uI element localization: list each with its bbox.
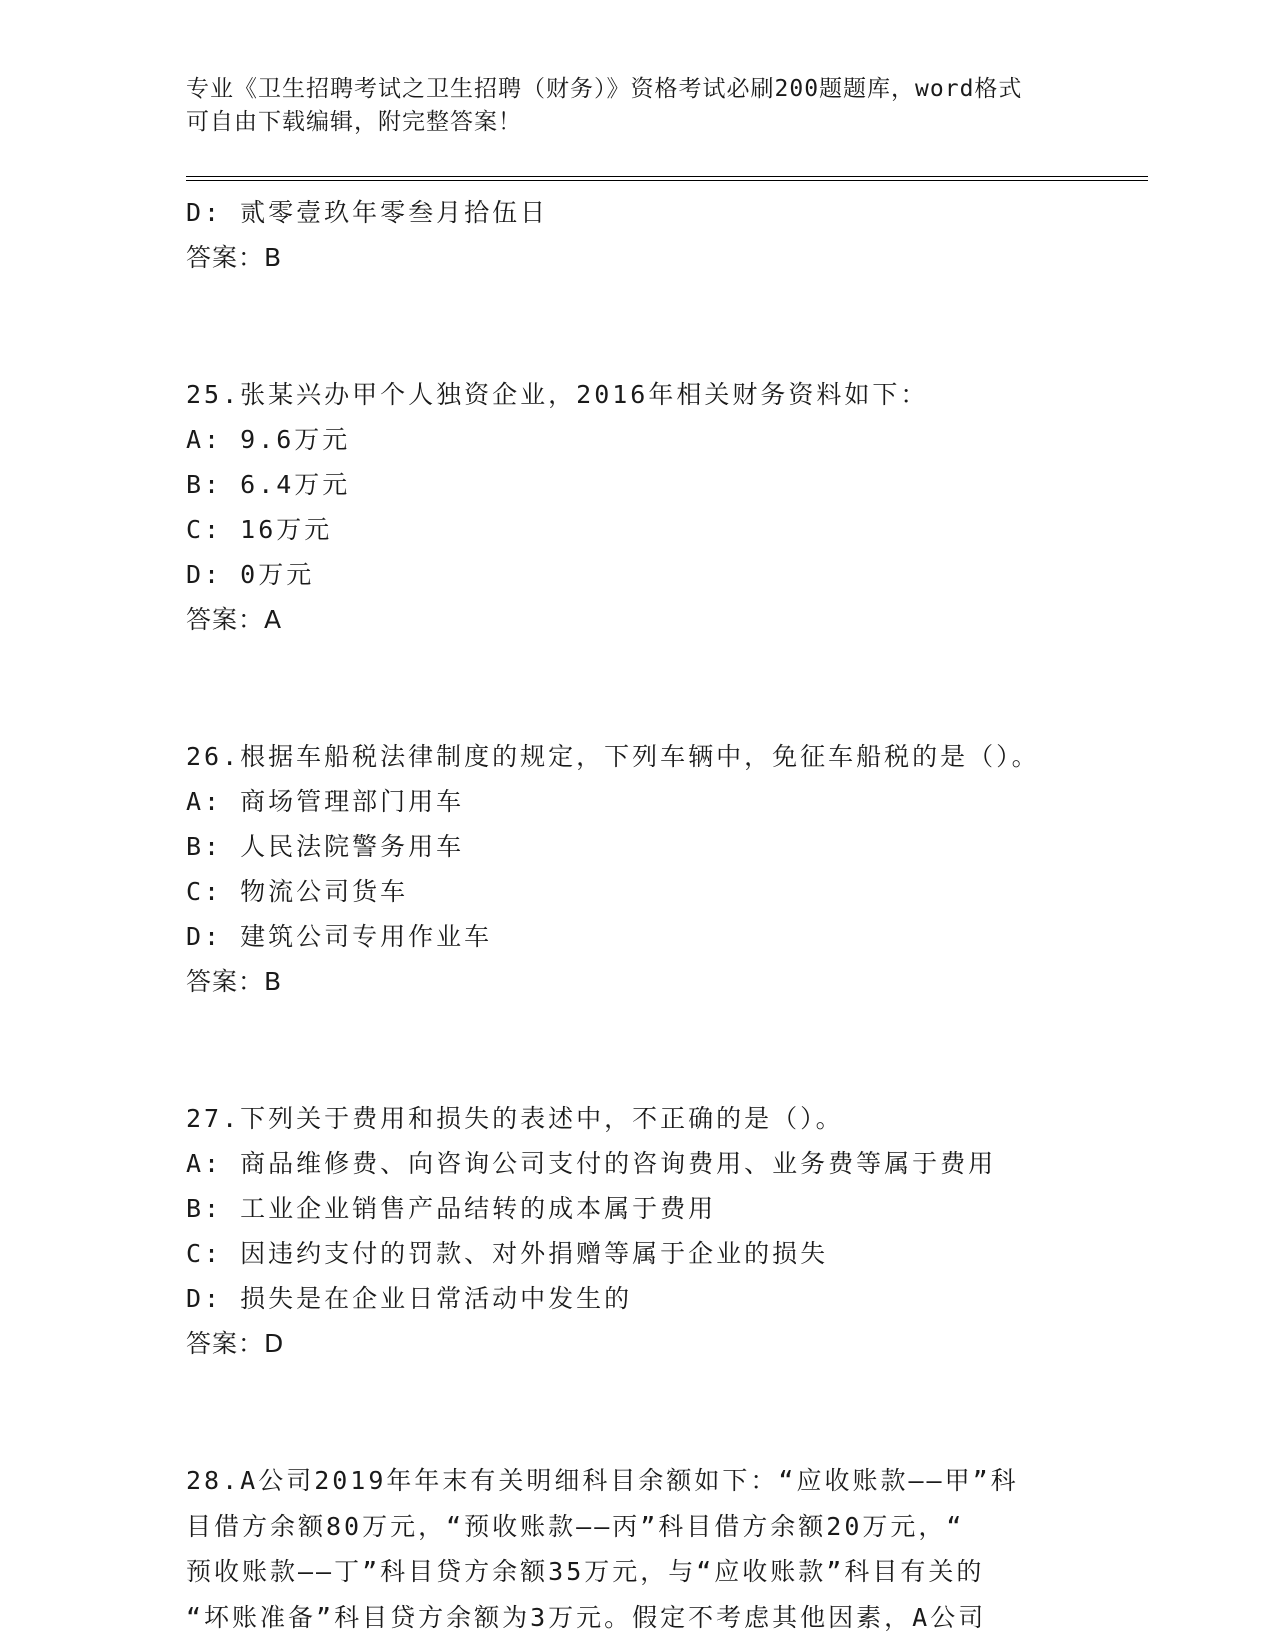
option-c: C: 16万元 <box>186 515 333 544</box>
question-stem-line-1: 28.A公司2019年年末有关明细科目余额如下：“应收账款——甲”科 <box>186 1466 1019 1495</box>
option-b: B: 工业企业销售产品结转的成本属于费用 <box>186 1194 717 1223</box>
question-stem: 27.下列关于费用和损失的表述中，不正确的是（）。 <box>186 1104 844 1133</box>
option-a: A: 商品维修费、向咨询公司支付的咨询费用、业务费等属于费用 <box>186 1149 997 1178</box>
option-b: B: 人民法院警务用车 <box>186 832 465 861</box>
option-d: D: 0万元 <box>186 560 315 589</box>
question-stem-line-3: 预收账款——丁”科目贷方余额35万元，与“应收账款”科目有关的 <box>186 1557 985 1586</box>
answer-label: 答案：B <box>186 243 283 272</box>
question-stem-line-4: “坏账准备”科目贷方余额为3万元。假定不考虑其他因素，A公司 <box>186 1602 987 1632</box>
document-header <box>186 73 1066 139</box>
question-stem-line-2: 目借方余额80万元，“预收账款——丙”科目借方余额20万元，“ <box>186 1511 965 1541</box>
option-d: D: 贰零壹玖年零叁月拾伍日 <box>186 198 549 227</box>
option-a: A: 商场管理部门用车 <box>186 787 465 816</box>
header-divider-top <box>186 176 1148 177</box>
question-27 <box>186 1096 1086 1366</box>
answer-label: 答案：B <box>186 967 283 996</box>
previous-question-tail <box>186 190 1086 280</box>
option-d: D: 建筑公司专用作业车 <box>186 922 493 951</box>
question-list <box>186 190 1086 1640</box>
option-c: C: 因违约支付的罚款、对外捐赠等属于企业的损失 <box>186 1239 829 1268</box>
question-28 <box>186 1458 1086 1640</box>
option-a: A: 9.6万元 <box>186 425 351 454</box>
option-d: D: 损失是在企业日常活动中发生的 <box>186 1284 633 1313</box>
option-b: B: 6.4万元 <box>186 470 351 499</box>
question-26 <box>186 734 1086 1004</box>
question-stem: 25.张某兴办甲个人独资企业，2016年相关财务资料如下： <box>186 380 929 409</box>
option-c: C: 物流公司货车 <box>186 877 409 906</box>
answer-label: 答案：A <box>186 605 283 634</box>
answer-label: 答案：D <box>186 1329 285 1358</box>
header-line-1: 专业《卫生招聘考试之卫生招聘（财务）》资格考试必刷200题题库，word格式 <box>186 76 1023 102</box>
question-stem: 26.根据车船税法律制度的规定，下列车辆中，免征车船税的是（）。 <box>186 742 1040 771</box>
header-divider-bottom <box>186 180 1148 181</box>
header-line-2: 可自由下载编辑，附完整答案！ <box>186 109 522 135</box>
question-25 <box>186 372 1086 642</box>
